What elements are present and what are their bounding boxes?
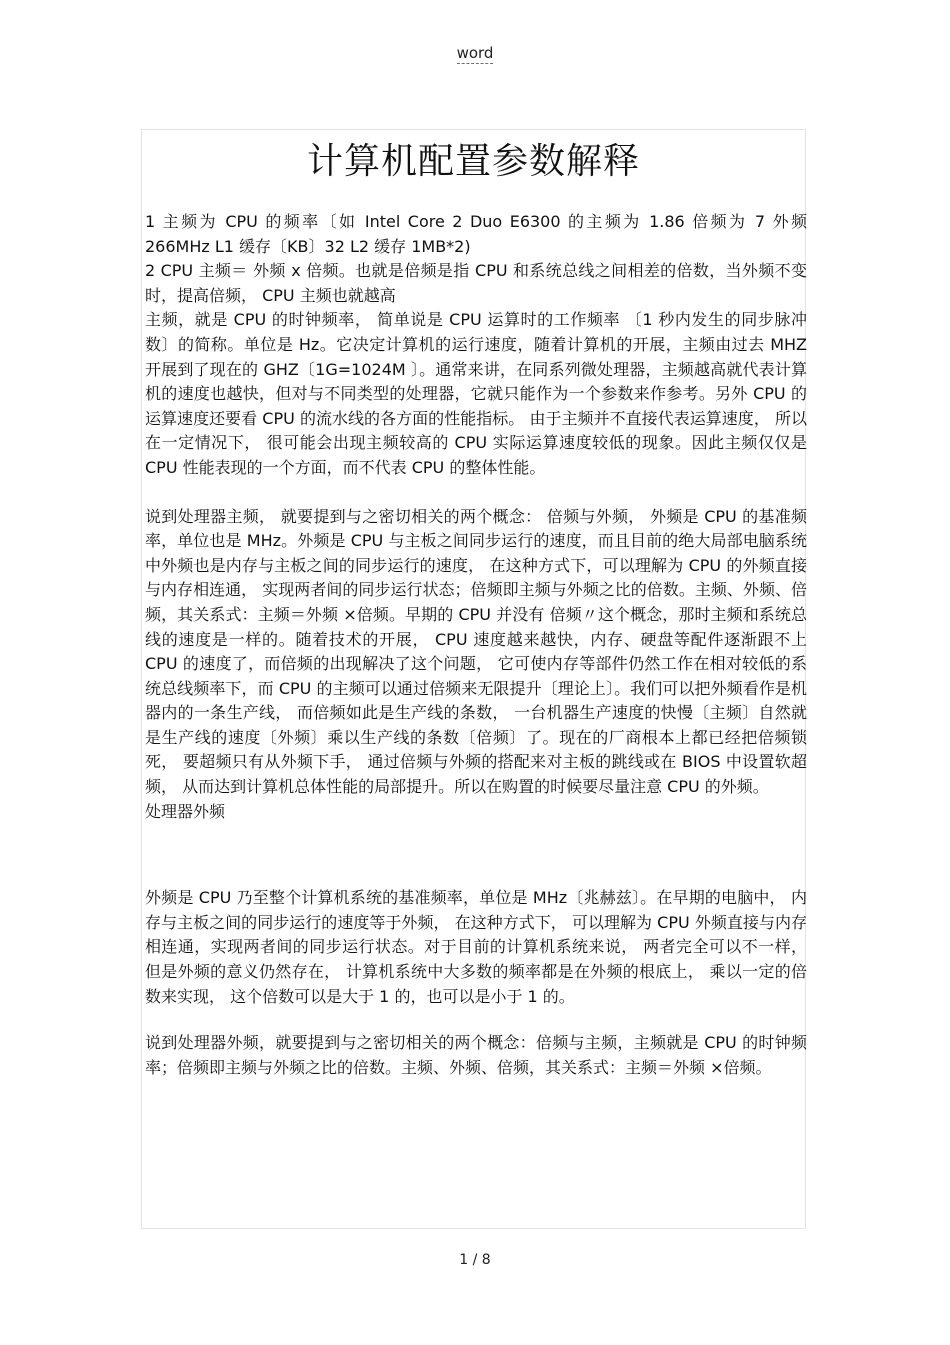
document-header <box>0 44 950 62</box>
paragraph-1: 1 主频为 CPU 的频率〔如 Intel Core 2 Duo E6300 的主频为 1.86 倍频为 7 外频 266MHz L1 缓存〔KB〕32 L2 缓存 1MB*2) <box>145 212 807 256</box>
document-body <box>145 210 807 1080</box>
paragraph-5: 外频是 CPU 乃至整个计算机系统的基准频率，单位是 MHz〔兆赫兹〕。在早期的电脑中， 内存与主板之间的同步运行的速度等于外频， 在这种方式下， 可以理解为 CPU 外频直接与内存相连通，实现两者间的同步运行状态。对于目前的计算机系统来说， 两者完全可以不一样， 但是外频的意义仍然存在， 计算机系统中大多数的频率都是在外频的根底上， 乘以一定的倍数来实现， 这个倍数可以是大于 1 的，也可以是小于 1 的。 <box>145 888 807 1006</box>
paragraph-6: 说到处理器外频，就要提到与之密切相关的两个概念：倍频与主频，主频就是 CPU 的时钟频率；倍频即主频与外频之比的倍数。主频、外频、倍频，其关系式：主频＝外频 ×倍频。 <box>145 1033 807 1077</box>
section-heading: 处理器外频 <box>145 801 226 821</box>
page-indicator: 1 / 8 <box>459 1252 491 1268</box>
paragraph-2: 2 CPU 主频＝ 外频 x 倍频。也就是倍频是指 CPU 和系统总线之间相差的倍数，当外频不变时，提高倍频， CPU 主频也就越高 <box>145 261 807 305</box>
paragraph-3: 主频，就是 CPU 的时钟频率， 简单说是 CPU 运算时的工作频率 〔1 秒内发生的同步脉冲数〕的简称。单位是 Hz。它决定计算机的运行速度，随着计算机的开展，主频由过去 MHZ 开展到了现在的 GHZ〔1G=1024M 〕。通常来讲，在同系列微处理器，主频越高就代表计算机的速度也越快，但对与不同类型的处理器，它就只能作为一个参数来作参考。另外 CPU 的运算速度还要看 CPU 的流水线的各方面的性能指标。 由于主频并不直接代表运算速度， 所以在一定情况下， 很可能会出现主频较高的 CPU 实际运算速度较低的现象。因此主频仅仅是 CPU 性能表现的一个方面，而不代表 CPU 的整体性能。 <box>145 310 807 477</box>
header-label: word <box>456 44 494 62</box>
paragraph-4: 说到处理器主频， 就要提到与之密切相关的两个概念： 倍频与外频， 外频是 CPU 的基准频率，单位也是 MHz。外频是 CPU 与主板之间同步运行的速度，而且目前的绝大局部电脑系统中外频也是内存与主板之间的同步运行的速度， 在这种方式下，可以理解为 CPU 的外频直接与内存相连通， 实现两者间的同步运行状态；倍频即主频与外频之比的倍数。主频、外频、倍频，其关系式：主频＝外频 ×倍频。早期的 CPU 并没有 倍频〃这个概念，那时主频和系统总线的速度是一样的。随着技术的开展， CPU 速度越来越快，内存、硬盘等配件逐渐跟不上 CPU 的速度了，而倍频的出现解决了这个问题， 它可使内存等部件仍然工作在相对较低的系统总线频率下，而 CPU 的主频可以通过倍频来无限提升〔理论上〕。我们可以把外频看作是机器内的一条生产线， 而倍频如此是生产线的条数， 一台机器生产速度的快慢〔主频〕自然就是生产线的速度〔外频〕乘以生产线的条数〔倍频〕了。现在的厂商根本上都已经把倍频锁死， 要超频只有从外频下手， 通过倍频与外频的搭配来对主板的跳线或在 BIOS 中设置软超频， 从而达到计算机总体性能的局部提升。所以在购置的时候要尽量注意 CPU 的外频。 <box>145 506 807 797</box>
document-title: 计算机配置参数解释 <box>306 141 640 182</box>
